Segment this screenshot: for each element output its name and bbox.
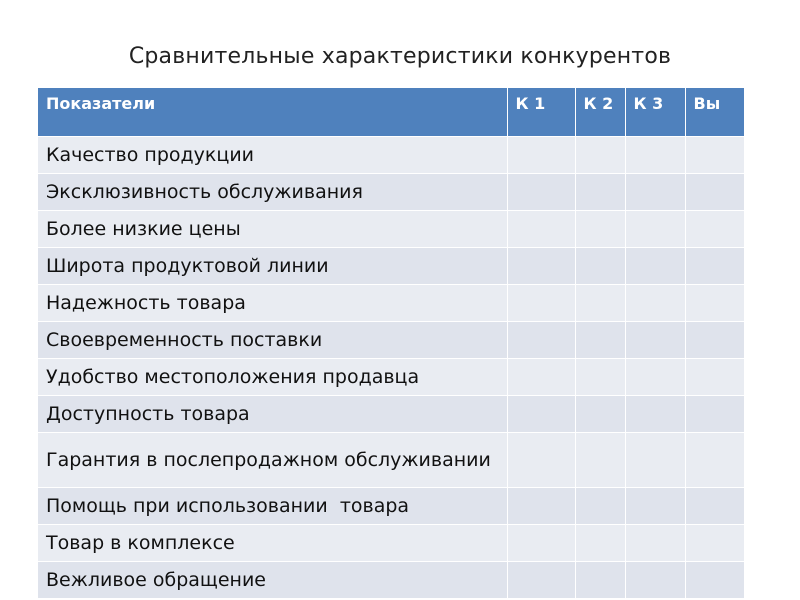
table-row — [38, 487, 744, 524]
row-label: Качество продукции — [38, 136, 507, 173]
cell-you — [685, 524, 744, 561]
table-row — [38, 432, 744, 487]
row-label: Своевременность поставки — [38, 321, 507, 358]
cell-k1 — [507, 487, 575, 524]
cell-k3 — [625, 247, 685, 284]
cell-k2 — [575, 210, 625, 247]
cell-k2 — [575, 561, 625, 598]
cell-you — [685, 358, 744, 395]
cell-k1 — [507, 395, 575, 432]
cell-k3 — [625, 487, 685, 524]
table-row — [38, 561, 744, 598]
table-row — [38, 524, 744, 561]
cell-you — [685, 432, 744, 487]
header-k3: К 3 — [625, 88, 685, 136]
cell-k3 — [625, 321, 685, 358]
table-row — [38, 358, 744, 395]
cell-k2 — [575, 524, 625, 561]
cell-k3 — [625, 210, 685, 247]
row-label: Надежность товара — [38, 284, 507, 321]
competitor-table — [38, 88, 744, 598]
cell-k3 — [625, 173, 685, 210]
row-label: Широта продуктовой линии — [38, 247, 507, 284]
table-row — [38, 173, 744, 210]
cell-k1 — [507, 173, 575, 210]
row-label: Вежливое обращение — [38, 561, 507, 598]
table-row — [38, 136, 744, 173]
cell-k2 — [575, 358, 625, 395]
cell-k3 — [625, 358, 685, 395]
row-label: Товар в комплексе — [38, 524, 507, 561]
cell-k2 — [575, 321, 625, 358]
cell-k2 — [575, 247, 625, 284]
row-label: Гарантия в послепродажном обслуживании — [38, 432, 507, 487]
cell-you — [685, 321, 744, 358]
header-k2: К 2 — [575, 88, 625, 136]
header-indicators: Показатели — [38, 88, 507, 136]
cell-k1 — [507, 432, 575, 487]
row-label: Доступность товара — [38, 395, 507, 432]
cell-you — [685, 395, 744, 432]
cell-k3 — [625, 561, 685, 598]
cell-k3 — [625, 136, 685, 173]
row-label: Эксклюзивность обслуживания — [38, 173, 507, 210]
cell-k1 — [507, 524, 575, 561]
row-label: Удобство местоположения продавца — [38, 358, 507, 395]
header-you: Вы — [685, 88, 744, 136]
header-k1: К 1 — [507, 88, 575, 136]
table-row — [38, 395, 744, 432]
cell-k3 — [625, 432, 685, 487]
cell-k1 — [507, 561, 575, 598]
table-row — [38, 321, 744, 358]
cell-k1 — [507, 321, 575, 358]
row-label: Помощь при использовании товара — [38, 487, 507, 524]
cell-you — [685, 284, 744, 321]
cell-k3 — [625, 395, 685, 432]
cell-k1 — [507, 136, 575, 173]
cell-k2 — [575, 173, 625, 210]
cell-k2 — [575, 284, 625, 321]
cell-k2 — [575, 136, 625, 173]
cell-k1 — [507, 284, 575, 321]
cell-k3 — [625, 524, 685, 561]
cell-you — [685, 136, 744, 173]
cell-you — [685, 487, 744, 524]
cell-k2 — [575, 395, 625, 432]
table-row — [38, 284, 744, 321]
cell-you — [685, 561, 744, 598]
cell-k3 — [625, 284, 685, 321]
cell-k1 — [507, 210, 575, 247]
slide-title: Сравнительные характеристики конкурентов — [128, 44, 672, 69]
header-row — [38, 88, 744, 136]
table-row — [38, 247, 744, 284]
row-label: Более низкие цены — [38, 210, 507, 247]
cell-k1 — [507, 247, 575, 284]
cell-you — [685, 173, 744, 210]
table-row — [38, 210, 744, 247]
cell-k1 — [507, 358, 575, 395]
cell-you — [685, 247, 744, 284]
cell-k2 — [575, 432, 625, 487]
cell-you — [685, 210, 744, 247]
cell-k2 — [575, 487, 625, 524]
